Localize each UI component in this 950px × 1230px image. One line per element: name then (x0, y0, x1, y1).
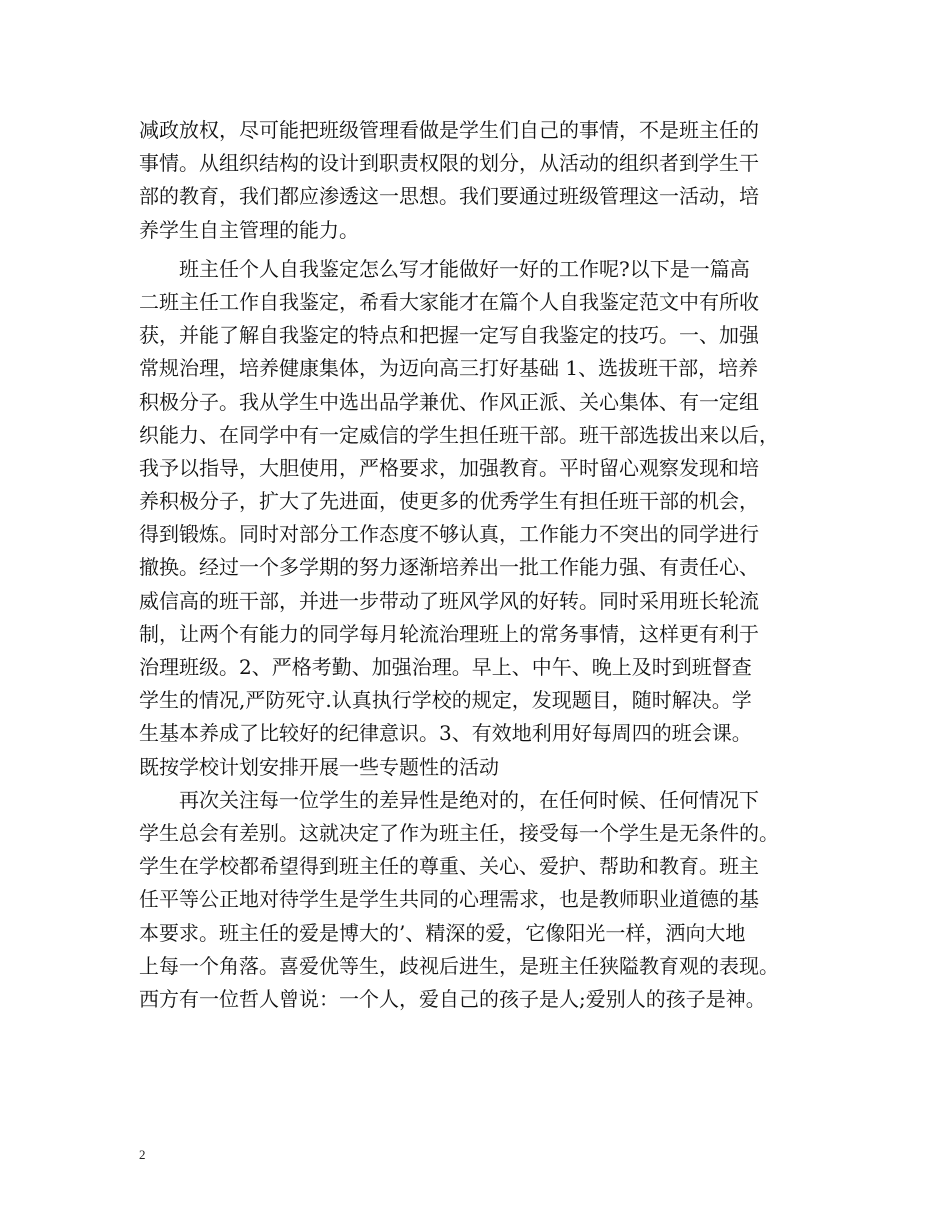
text-line: 既按学校计划安排开展一些专题性的活动 (139, 754, 499, 779)
text-line: 我予以指导，大胆使用，严格要求，加强教育。平时留心观察发现和培 (139, 455, 759, 480)
text-line: 二班主任工作自我鉴定，希看大家能才在篇个人自我鉴定范文中有所收 (139, 289, 759, 314)
text-line: 常规治理，培养健康集体，为迈向高三打好基础 1、选拔班干部，培养 (139, 356, 759, 381)
text-line: 学生总会有差别。这就决定了作为班主任，接受每一个学生是无条件的。 (139, 820, 779, 845)
text-line: 任平等公正地对待学生是学生共同的心理需求，也是教师职业道德的基 (139, 887, 759, 912)
paragraph-1 (139, 114, 819, 247)
text-line: 积极分子。我从学生中选出品学兼优、作风正派、关心集体、有一定组 (139, 389, 759, 414)
text-line: 本要求。班主任的爱是博大的’、精深的爱，它像阳光一样，洒向大地 (139, 920, 746, 945)
text-line: 织能力、在同学中有一定威信的学生担任班干部。班干部选拔出来以后， (139, 422, 779, 447)
text-line: 威信高的班干部，并进一步带动了班风学风的好转。同时采用班长轮流 (139, 588, 759, 613)
text-line: 养学生自主管理的能力。 (139, 217, 359, 242)
text-line: 西方有一位哲人曾说：一个人，爱自己的孩子是人;爱别人的孩子是神。 (139, 986, 766, 1011)
text-line: 班主任个人自我鉴定怎么写才能做好一好的工作呢?以下是一篇高 (179, 256, 750, 281)
paragraph-3 (139, 784, 819, 1016)
text-line: 获，并能了解自我鉴定的特点和把握一定写自我鉴定的技巧。一、加强 (139, 323, 759, 348)
text-line: 学生的情况,严防死守.认真执行学校的规定，发现题目，随时解决。学 (139, 688, 752, 713)
text-line: 事情。从组织结构的设计到职责权限的划分，从活动的组织者到学生干 (139, 151, 759, 176)
page-number: 2 (139, 1147, 146, 1162)
text-line: 再次关注每一位学生的差异性是绝对的，在任何时候、任何情况下 (179, 787, 759, 812)
text-line: 撤换。经过一个多学期的努力逐渐培养出一批工作能力强、有责任心、 (139, 555, 759, 580)
text-line: 养积极分子，扩大了先进面，使更多的优秀学生有担任班干部的机会， (139, 489, 759, 514)
paragraph-2 (139, 253, 819, 784)
text-line: 部的教育，我们都应渗透这一思想。我们要通过班级管理这一活动，培 (139, 184, 759, 209)
document-body (139, 114, 819, 1016)
text-line: 减政放权，尽可能把班级管理看做是学生们自己的事情，不是班主任的 (139, 118, 759, 142)
text-line: 治理班级。2、严格考勤、加强治理。早上、中午、晚上及时到班督查 (139, 655, 752, 679)
text-line: 得到锻炼。同时对部分工作态度不够认真，工作能力不突出的同学进行 (139, 522, 759, 547)
text-line: 制，让两个有能力的同学每月轮流治理班上的常务事情，这样更有利于 (139, 621, 759, 646)
text-line: 生基本养成了比较好的纪律意识。3、有效地利用好每周四的班会课。 (139, 721, 752, 746)
text-line: 学生在学校都希望得到班主任的尊重、关心、爱护、帮助和教育。班主 (139, 854, 759, 879)
text-line: 上每一个角落。喜爱优等生，歧视后进生，是班主任狭隘教育观的表现。 (139, 953, 779, 978)
